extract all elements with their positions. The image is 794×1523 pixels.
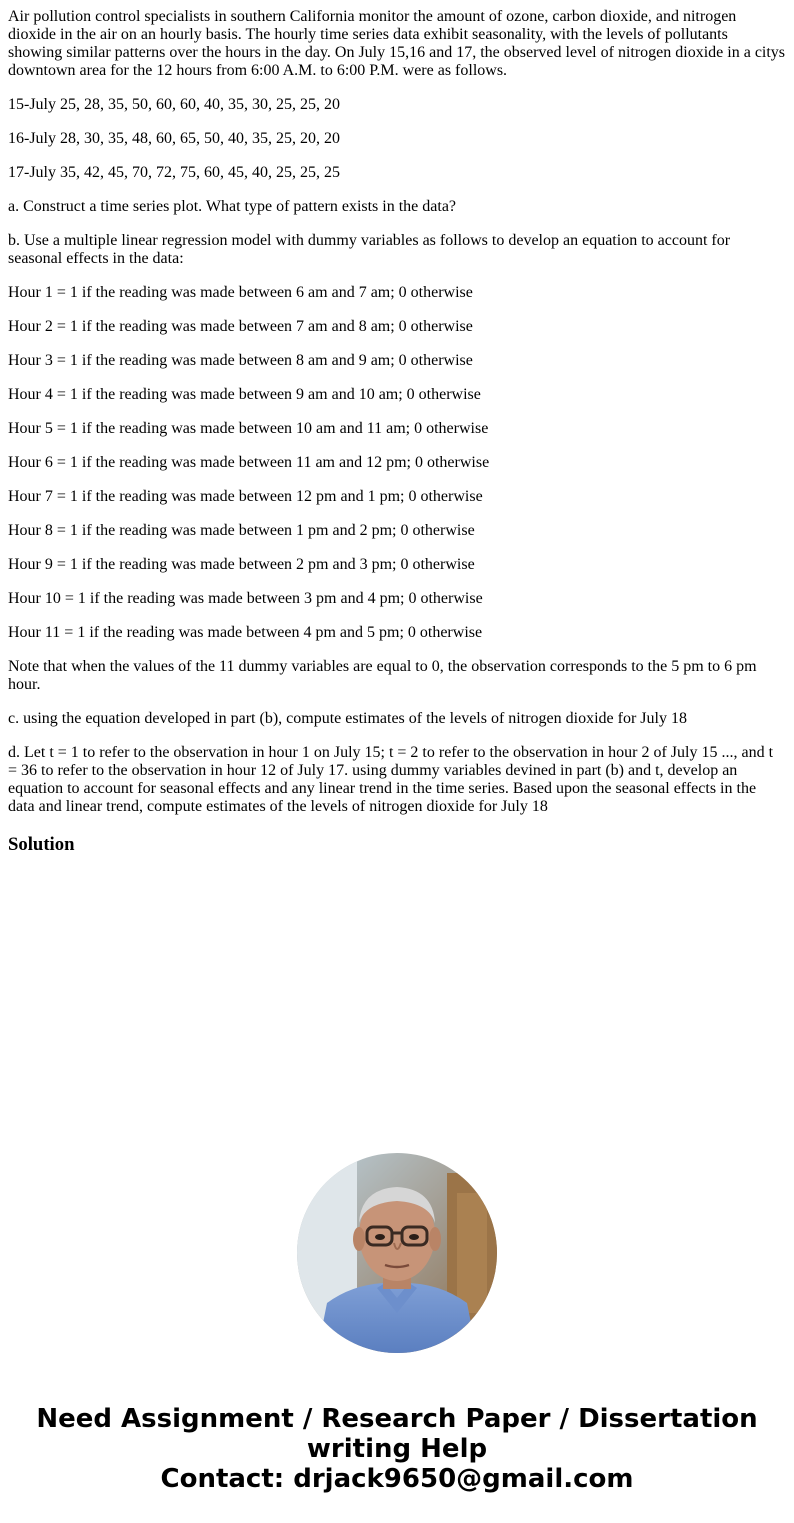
promo-line-1: Need Assignment / Research Paper / Dissertation [36, 1404, 758, 1434]
hour-3-definition: Hour 3 = 1 if the reading was made between 8 am and 9 am; 0 otherwise [8, 352, 473, 369]
part-c: c. using the equation developed in part (b), compute estimates of the levels of nitrogen dioxide for July 18 [8, 710, 687, 727]
solution-heading: Solution [8, 834, 75, 855]
hour-4-definition: Hour 4 = 1 if the reading was made between 9 am and 10 am; 0 otherwise [8, 386, 481, 403]
data-line-july-17: 17-July 35, 42, 45, 70, 72, 75, 60, 45, 40, 25, 25, 25 [8, 164, 340, 181]
hour-6-definition: Hour 6 = 1 if the reading was made between 11 am and 12 pm; 0 otherwise [8, 454, 490, 471]
dummy-note: Note that when the values of the 11 dummy variables are equal to 0, the observation corresponds to the 5 pm to 6 pm hour. [8, 658, 757, 693]
promo-contact: Contact: drjack9650@gmail.com [160, 1464, 634, 1494]
hour-5-definition: Hour 5 = 1 if the reading was made between 10 am and 11 am; 0 otherwise [8, 420, 489, 437]
author-photo-icon [297, 1153, 497, 1353]
part-a: a. Construct a time series plot. What type of pattern exists in the data? [8, 198, 457, 215]
data-line-july-16: 16-July 28, 30, 35, 48, 60, 65, 50, 40, 35, 25, 20, 20 [8, 130, 340, 147]
hour-2-definition: Hour 2 = 1 if the reading was made between 7 am and 8 am; 0 otherwise [8, 318, 473, 335]
question-intro: Air pollution control specialists in southern California monitor the amount of ozone, carbon dioxide, and nitrogen dioxide in the air on an hourly basis. The hourly time series data exhibit seasonality, with the levels of pollutants showing similar patterns over the hours in the day. On July 15,16 and 17, the observed level of nitrogen dioxide in a citys downtown area for the 12 hours from 6:00 A.M. to 6:00 P.M. were as follows. [8, 8, 786, 79]
question-content [8, 8, 786, 855]
hour-8-definition: Hour 8 = 1 if the reading was made between 1 pm and 2 pm; 0 otherwise [8, 522, 475, 539]
author-avatar [297, 1153, 497, 1353]
hour-10-definition: Hour 10 = 1 if the reading was made between 3 pm and 4 pm; 0 otherwise [8, 590, 483, 607]
promo-banner [0, 1404, 794, 1494]
data-line-july-15: 15-July 25, 28, 35, 50, 60, 60, 40, 35, 30, 25, 25, 20 [8, 96, 340, 113]
promo-line-2: writing Help [306, 1434, 488, 1464]
hour-1-definition: Hour 1 = 1 if the reading was made between 6 am and 7 am; 0 otherwise [8, 284, 473, 301]
hour-11-definition: Hour 11 = 1 if the reading was made between 4 pm and 5 pm; 0 otherwise [8, 624, 483, 641]
part-b: b. Use a multiple linear regression model with dummy variables as follows to develop an equation to account for seasonal effects in the data: [8, 232, 731, 267]
part-d: d. Let t = 1 to refer to the observation in hour 1 on July 15; t = 2 to refer to the observation in hour 2 of July 15 ..., and t = 36 to refer to the observation in hour 12 of July 17. using dummy variables devined in part (b) and t, develop an equation to account for seasonal effects and any linear trend in the time series. Based upon the seasonal effects in the data and linear trend, compute estimates of the levels of nitrogen dioxide for July 18 [8, 744, 774, 815]
hour-7-definition: Hour 7 = 1 if the reading was made between 12 pm and 1 pm; 0 otherwise [8, 488, 483, 505]
hour-9-definition: Hour 9 = 1 if the reading was made between 2 pm and 3 pm; 0 otherwise [8, 556, 475, 573]
